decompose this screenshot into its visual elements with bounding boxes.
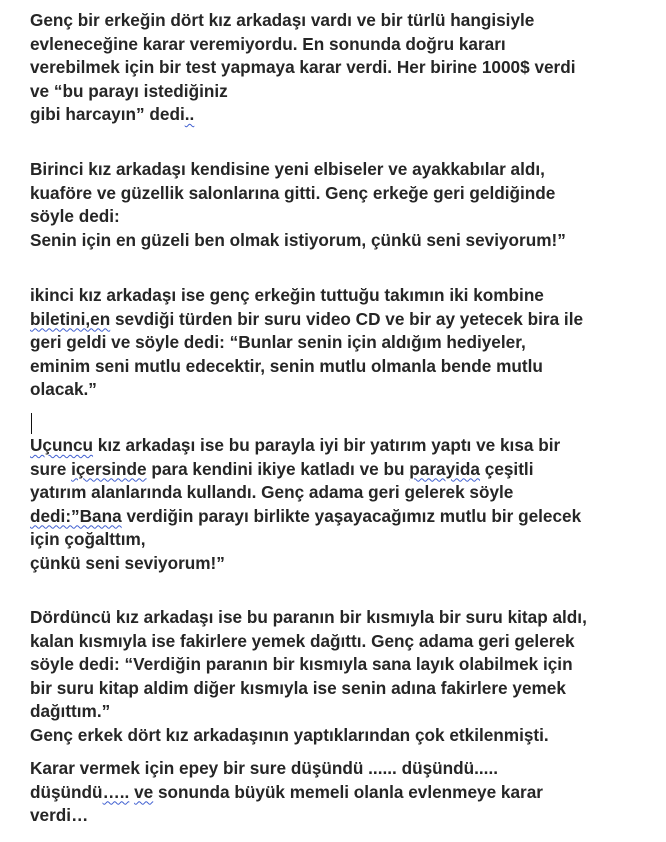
paragraph-intro bbox=[30, 9, 650, 127]
misspelled-word: .. bbox=[184, 104, 195, 124]
text-segment: sevdiği türden bir suru video CD ve bir ay yetecek bira ile bbox=[110, 308, 584, 329]
misspelled-word: içersinde bbox=[71, 458, 147, 479]
text-line: Senin için en güzeli ben olmak istiyorum, çünkü seni seviyorum!” bbox=[30, 229, 566, 250]
paragraph-third-girlfriend bbox=[30, 434, 650, 575]
text-line bbox=[30, 458, 650, 482]
text-line: Dördüncü kız arkadaşı ise bu paranın bir kısmıyla bir suru kitap aldı, bbox=[30, 607, 587, 627]
text-segment: verdiğin parayı birlikte yaşayacağımız mutlu bir gelecek bbox=[121, 505, 582, 526]
paragraph-second-girlfriend bbox=[30, 284, 650, 402]
text-line: bir suru kitap aldim diğer kısmıyla ise senin adına fakirlere yemek bbox=[30, 677, 566, 698]
text-line: Karar vermek için epey bir sure düşündü ...... düşündü..... bbox=[30, 758, 498, 778]
text-line: söyle dedi: bbox=[30, 206, 120, 226]
text-line bbox=[30, 434, 650, 458]
text-cursor bbox=[31, 413, 32, 434]
text-line: verebilmek için bir test yapmaya karar verdi. Her birine 1000$ verdi bbox=[30, 57, 576, 77]
misspelled-word: ve bbox=[134, 781, 154, 802]
paragraph-first-girlfriend bbox=[30, 158, 650, 252]
text-segment: çeşitli bbox=[479, 458, 534, 479]
misspelled-word: dedi:”Bana bbox=[30, 505, 122, 526]
text-line: geri geldi ve söyle dedi: “Bunlar senin için aldığım hediyeler, bbox=[30, 332, 526, 352]
text-line bbox=[30, 103, 650, 127]
text-segment: sure bbox=[30, 458, 72, 479]
text-line: dağıttım.” bbox=[30, 701, 111, 721]
text-line: Birinci kız arkadaşı kendisine yeni elbiseler ve ayakkabılar aldı, bbox=[30, 159, 545, 179]
text-segment: kız arkadaşı ise bu parayla iyi bir yatırım yaptı ve kısa bir bbox=[93, 435, 561, 455]
text-line: olacak.” bbox=[30, 379, 97, 399]
text-line bbox=[30, 505, 650, 529]
text-line: ve “bu parayı istediğiniz bbox=[30, 80, 228, 101]
text-line: çünkü seni seviyorum!” bbox=[30, 552, 225, 573]
misspelled-word: Uçuncu bbox=[30, 435, 94, 455]
text-line: yatırım alanlarında kullandı. Genç adama geri gelerek söyle bbox=[30, 482, 514, 502]
text-segment: gibi harcayın” dedi bbox=[30, 104, 185, 124]
text-line: kuaföre ve güzellik salonlarına gitti. Genç erkeğe geri geldiğinde bbox=[30, 182, 556, 203]
text-line: kalan kısmıyla ise fakirlere yemek dağıttı. Genç adama geri gelerek bbox=[30, 630, 575, 651]
text-line: ikinci kız arkadaşı ise genç erkeğin tuttuğu takımın iki kombine bbox=[30, 285, 544, 305]
text-segment: düşündü bbox=[30, 781, 103, 802]
text-line bbox=[30, 308, 650, 332]
misspelled-word: biletini,en bbox=[30, 308, 111, 329]
text-line: eminim seni mutlu edecektir, senin mutlu olmanla bende mutlu bbox=[30, 355, 543, 376]
text-line: verdi… bbox=[30, 805, 89, 825]
text-line: söyle dedi: “Verdiğin paranın bir kısmıyla sana layık olabilmek için bbox=[30, 654, 573, 674]
text-segment: para kendini ikiye katladı ve bu bbox=[146, 458, 410, 479]
text-line: Genç bir erkeğin dört kız arkadaşı vardı ve bir türlü hangisiyle bbox=[30, 10, 535, 30]
text-line: için çoğalttım, bbox=[30, 529, 146, 549]
misspelled-word: ….. bbox=[102, 781, 130, 802]
misspelled-word: parayida bbox=[409, 458, 480, 479]
text-line bbox=[30, 781, 650, 805]
text-line: Genç erkek dört kız arkadaşının yaptıklarından çok etkilenmişti. bbox=[30, 724, 549, 745]
paragraph-fourth-girlfriend bbox=[30, 606, 650, 747]
paragraph-conclusion bbox=[30, 757, 650, 828]
text-segment: sonunda büyük memeli olanla evlenmeye karar bbox=[153, 781, 543, 802]
text-line: evleneceğine karar veremiyordu. En sonunda doğru kararı bbox=[30, 33, 506, 54]
